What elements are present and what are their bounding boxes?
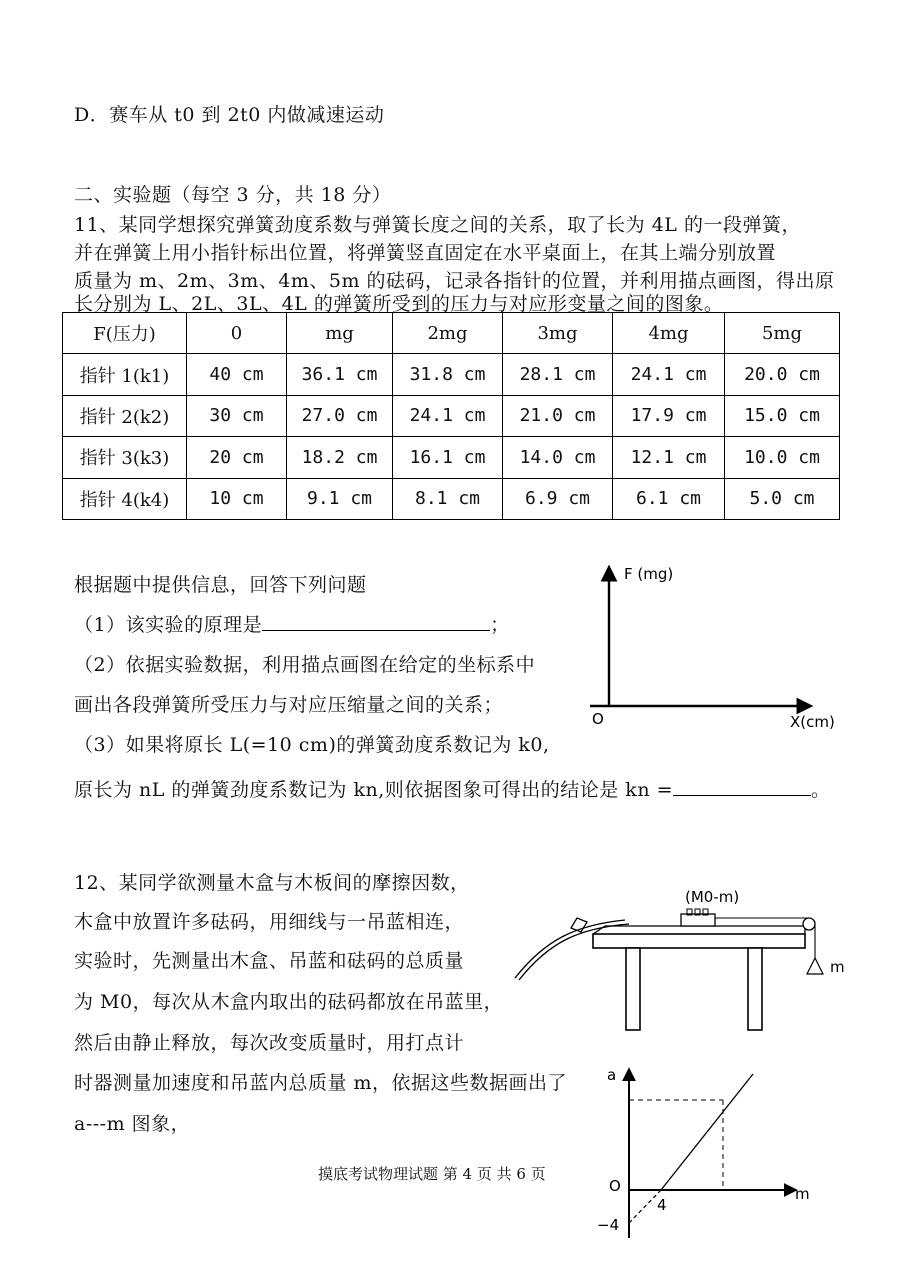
a-m-line — [661, 1074, 753, 1190]
table-row — [63, 395, 840, 436]
answer-blank-2[interactable] — [673, 777, 811, 796]
q12-line-1: 12、某同学欲测量木盒与木板间的摩擦因数， — [74, 872, 470, 894]
table-cell: 10 cm — [187, 478, 287, 519]
q11-prompt: 根据题中提供信息，回答下列问题 — [74, 574, 367, 596]
table-cell: 5.0 cm — [725, 478, 840, 519]
table-cell: 21.0 cm — [503, 395, 613, 436]
table-cell: 40 cm — [187, 354, 287, 395]
q11-sub-3b-end: 。 — [811, 779, 831, 801]
table-header-row — [63, 313, 840, 354]
table-cell: 指针 2(k2) — [63, 395, 187, 436]
q12-line-4: 为 M0，每次从木盒内取出的砝码都放在吊蓝里， — [74, 991, 504, 1013]
q11-line-3: 质量为 m、2m、3m、4m、5m 的砝码，记录各指针的位置，并利用描点画图，得出原 — [74, 270, 835, 292]
table-cell: 指针 3(k3) — [63, 437, 187, 478]
y-axis-label: F (mg) — [624, 565, 674, 583]
table-cell: 28.1 cm — [503, 354, 613, 395]
q11-sub-2b: 画出各段弹簧所受压力与对应压缩量之间的关系； — [74, 694, 504, 716]
q12-line-3: 实验时，先测量出木盒、吊蓝和砝码的总质量 — [74, 950, 465, 972]
table-cell: 17.9 cm — [613, 395, 725, 436]
table-cell: 31.8 cm — [393, 354, 503, 395]
box-mass-label: (M0-m) — [685, 888, 740, 906]
q12-line-6: 时器测量加速度和吊蓝内总质量 m，依据这些数据画出了 — [74, 1072, 568, 1094]
table-header-cell: 4mg — [613, 313, 725, 354]
acceleration-mass-graph — [595, 1060, 835, 1245]
force-displacement-axes — [580, 560, 845, 740]
table-leg-right — [748, 948, 762, 1030]
x-intercept-label: 4 — [657, 1196, 667, 1214]
q11-sub-2a: （2）依据实验数据，利用描点画图在给定的坐标系中 — [74, 654, 536, 676]
table-header-cell: mg — [287, 313, 393, 354]
q12-line-5: 然后由静止释放，每次改变质量时，用打点计 — [74, 1032, 465, 1054]
q11-sub-3: （3）如果将原长 L(=10 cm)的弹簧劲度系数记为 k0, — [74, 734, 550, 756]
table-row — [63, 478, 840, 519]
table-leg-left — [626, 948, 640, 1030]
table-cell: 27.0 cm — [287, 395, 393, 436]
table-top — [593, 934, 805, 948]
table-cell: 12.1 cm — [613, 437, 725, 478]
hanger-mass-label: m — [830, 958, 845, 976]
q12-line-2: 木盒中放置许多砝码，用细线与一吊蓝相连， — [74, 911, 465, 933]
table-header-cell: 2mg — [393, 313, 503, 354]
q11-line-2: 并在弹簧上用小指针标出位置，将弹簧竖直固定在水平桌面上，在其上端分别放置 — [74, 242, 777, 264]
table-cell: 18.2 cm — [287, 437, 393, 478]
x-axis-label: X(cm) — [790, 713, 835, 731]
table-cell: 24.1 cm — [393, 395, 503, 436]
table-header-cell: 5mg — [725, 313, 840, 354]
table-header-cell: 3mg — [503, 313, 613, 354]
spring-data-table — [62, 312, 840, 520]
table-cell: 指针 4(k4) — [63, 478, 187, 519]
table-cell: 36.1 cm — [287, 354, 393, 395]
table-header-cell: F(压力) — [63, 313, 187, 354]
table-cell: 指针 1(k1) — [63, 354, 187, 395]
wooden-box — [681, 914, 715, 926]
table-cell: 16.1 cm — [393, 437, 503, 478]
table-cell: 10.0 cm — [725, 437, 840, 478]
q11-line-4: 长分别为 L、2L、3L、4L 的弹簧所受到的压力与对应形变量之间的图象。 — [74, 293, 724, 315]
q11-sub-1-end: ； — [490, 614, 510, 636]
tape-curve — [515, 920, 625, 978]
m-axis-label: m — [795, 1185, 810, 1203]
table-cell: 6.9 cm — [503, 478, 613, 519]
section-title: 二、实验题（每空 3 分，共 18 分） — [74, 184, 392, 206]
table-cell: 8.1 cm — [393, 478, 503, 519]
table-row — [63, 437, 840, 478]
table-cell: 6.1 cm — [613, 478, 725, 519]
table-row — [63, 354, 840, 395]
page-footer: 摸底考试物理试题 第 4 页 共 6 页 — [318, 1165, 546, 1183]
table-cell: 30 cm — [187, 395, 287, 436]
hanger-icon — [807, 958, 823, 974]
table-cell: 20 cm — [187, 437, 287, 478]
origin-label: O — [609, 1177, 621, 1195]
origin-label: O — [592, 710, 604, 728]
table-cell: 20.0 cm — [725, 354, 840, 395]
table-header-cell: 0 — [187, 313, 287, 354]
y-intercept-label: −4 — [597, 1216, 620, 1234]
answer-blank-1[interactable] — [262, 612, 490, 631]
table-cell: 14.0 cm — [503, 437, 613, 478]
q11-line-1: 11、某同学想探究弹簧劲度系数与弹簧长度之间的关系，取了长为 4L 的一段弹簧， — [74, 214, 801, 236]
q12-line-7: a---m 图象， — [74, 1113, 191, 1135]
friction-apparatus-diagram — [505, 880, 865, 1040]
table-cell: 9.1 cm — [287, 478, 393, 519]
q11-sub-1-text: （1）该实验的原理是 — [74, 614, 263, 636]
pulley-icon — [803, 918, 815, 930]
table-cell: 24.1 cm — [613, 354, 725, 395]
q11-sub-3b — [74, 775, 831, 802]
q11-sub-1 — [74, 610, 510, 637]
q11-sub-3b-text: 原长为 nL 的弹簧劲度系数记为 kn,则依据图象可得出的结论是 kn = — [74, 779, 674, 801]
table-cell: 15.0 cm — [725, 395, 840, 436]
a-axis-label: a — [607, 1066, 617, 1084]
option-d: D．赛车从 t0 到 2t0 内做减速运动 — [74, 104, 385, 126]
